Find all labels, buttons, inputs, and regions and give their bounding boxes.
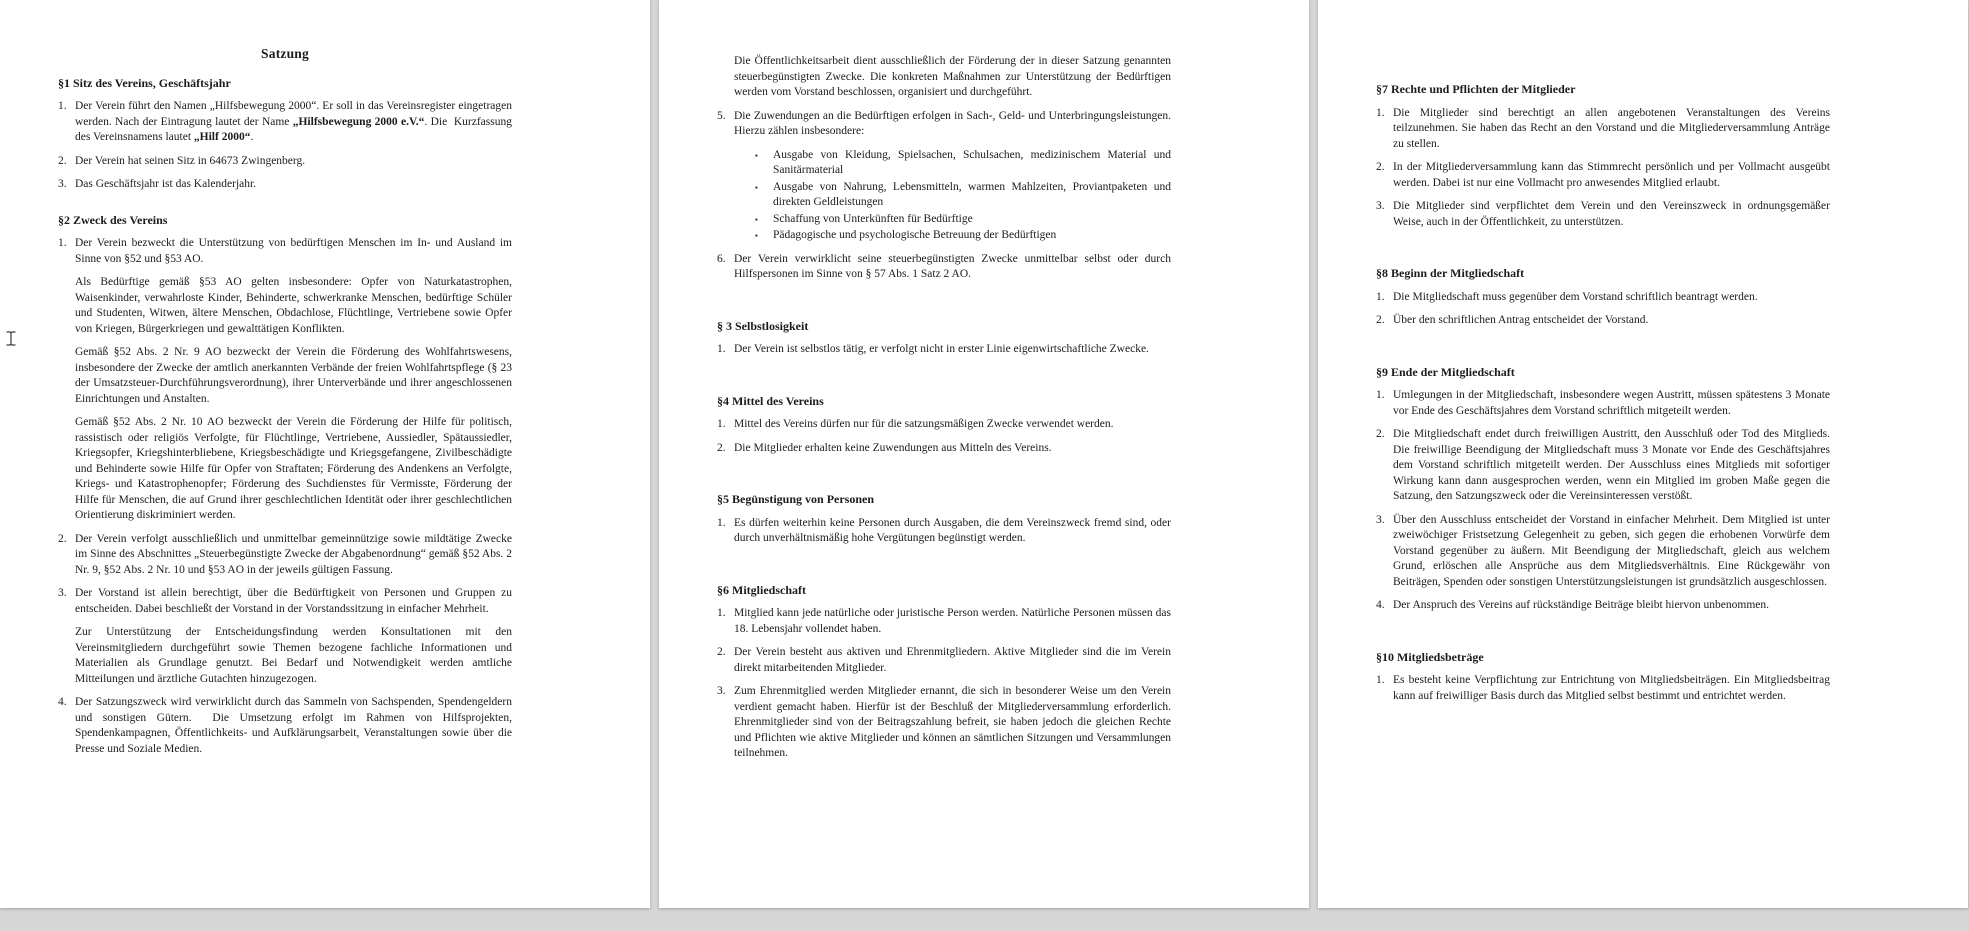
bullet-item: [755, 148, 1171, 179]
list-item: [58, 695, 512, 757]
list-item-text: Umlegungen in der Mitgliedschaft, insbesondere wegen Austritt, müssen spätestens 3 Monate vor Ende des Geschäftsjahres dem Vorstand schriftlich mitgeteilt werden.: [1393, 389, 1830, 417]
list-item-text: Der Verein verfolgt ausschließlich und unmittelbar gemeinnützige sowie mildtätige Zwecke im Sinne des Abschnittes „Steuerbegünstigte Zwecke der Abgabenordnung“ gemäß §52 Abs. 2 Nr. 9, §52 Abs. 2 Nr. 10 und §53 AO in der jeweils gültigen Fassung.: [75, 532, 512, 576]
page-1-content[interactable]: [0, 0, 650, 757]
list-item-number: 2.: [717, 646, 726, 658]
list-item-text: Der Verein besteht aus aktiven und Ehrenmitgliedern. Aktive Mitglieder sind die im Verein direkt mitarbeitenden Mitglieder.: [734, 646, 1171, 674]
bullet-text: Ausgabe von Kleidung, Spielsachen, Schulsachen, medizinischem Material und Sanitärmaterial: [773, 148, 1171, 176]
list-item-text: Der Verein führt den Namen „Hilfsbewegung 2000“. Er soll in das Vereinsregister eingetragen werden. Nach der Eintragung lautet der Name „Hilfsbewegung 2000 e.V.“. Die Kurzfassung des Vereinsnamens lautet „Hilf 2000“.: [75, 100, 512, 143]
sub-paragraph: Zur Unterstützung der Entscheidungsfindung werden Konsultationen mit den Vereinsmitgliedern durchgeführt sowie Themen bezogene fachliche Informationen und Materialien als Grundlage genutzt. Bei Bedarf und Notwendigkeit werden amtliche Mitteilungen und ärztliche Gutachten hinzugezogen.: [75, 626, 512, 685]
list-item-number: 1.: [717, 418, 726, 430]
list-item-number: 1.: [717, 343, 726, 355]
list-item-text: Es dürfen weiterhin keine Personen durch Ausgaben, die dem Vereinszweck fremd sind, oder durch unverhältnismäßig hohe Vergütungen begünstigt werden.: [734, 516, 1171, 544]
list-item-text: Der Vorstand ist allein berechtigt, über die Bedürftigkeit von Personen und Gruppen zu entscheiden. Dabei beschließt der Vorstand in der Vorstandssitzung in einfacher Mehrheit. Zur Unterstützung der Entscheidungsfindung werden Konsultationen mit den Vereinsmitgliedern durchgeführt sowie Themen bezogene fachliche Informationen und Materialien als Grundlage genutzt. Bei Bedarf und Notwendigkeit werden amtliche Mitteilungen und ärztliche Gutachten hinzugezogen.: [75, 586, 512, 687]
bullet-text: Ausgabe von Nahrung, Lebensmitteln, warmen Mahlzeiten, Proviantpaketen und direkten Geldleistungen: [773, 180, 1171, 208]
list-item: [717, 441, 1171, 457]
list-item: [58, 236, 512, 524]
list-item-number: 1.: [717, 516, 726, 529]
list-item: [58, 99, 512, 146]
list-item: [1376, 598, 1830, 614]
list-item-number: 1.: [1376, 674, 1385, 686]
list-item-number: 3.: [58, 587, 67, 599]
list-item-number: 1.: [1376, 290, 1385, 303]
document-title: Satzung: [261, 46, 309, 61]
list-item: [58, 154, 512, 170]
list-item: [1376, 199, 1830, 230]
bullet-item: [755, 212, 1171, 228]
bullet-text: Pädagogische und psychologische Betreuung der Bedürftigen: [773, 229, 1057, 241]
list-item: [717, 516, 1171, 547]
list-item-text: Der Verein hat seinen Sitz in 64673 Zwingenberg.: [75, 154, 306, 167]
section-heading: §2 Zweck des Vereins: [58, 212, 168, 227]
list-item-number: 2.: [1376, 314, 1385, 326]
list-item: [1376, 388, 1830, 419]
list-item-number: 1.: [58, 237, 67, 249]
list-item: [58, 532, 512, 579]
list-item: [58, 177, 512, 193]
page-3-content[interactable]: [1318, 0, 1968, 704]
list-item-text: Die Mitglieder sind berechtigt an allen angebotenen Veranstaltungen des Vereins teilzunehmen. Sie haben das Recht an den Vorstand und die Mitgliederversammlung Anträge zu stellen.: [1393, 106, 1830, 150]
list-item-number: 3.: [58, 178, 67, 190]
section-heading: §7 Rechte und Pflichten der Mitglieder: [1376, 82, 1576, 96]
bullet-item: [755, 180, 1171, 211]
list-item-number: 1.: [58, 100, 67, 112]
list-item-text: Es besteht keine Verpflichtung zur Entrichtung von Mitgliedsbeiträgen. Ein Mitgliedsbeitrag kann auf freiwilliger Basis durch das Mitglied selbst bestimmt und entrichtet werden.: [1393, 674, 1830, 702]
list-item-text: Der Verein ist selbstlos tätig, er verfolgt nicht in erster Linie eigenwirtschaftliche Zwecke.: [734, 343, 1149, 355]
list-item: [717, 342, 1171, 358]
square-bullet-icon: ▪: [755, 150, 758, 160]
list-item-text: Über den schriftlichen Antrag entscheidet der Vorstand.: [1393, 314, 1649, 326]
list-item-number: 3.: [1376, 200, 1385, 212]
section-heading: § 3 Selbstlosigkeit: [717, 318, 809, 333]
list-item-text: Die Mitgliedschaft muss gegenüber dem Vorstand schriftlich beantragt werden.: [1393, 290, 1758, 303]
sub-paragraph: Gemäß §52 Abs. 2 Nr. 9 AO bezweckt der Verein die Förderung des Wohlfahrtswesens, insbesondere der Zwecke der amtlich anerkannten Verbände der freien Wohlfahrtspflege (§ 23 der Umsatzsteuer-Durchführungsverordnung), ihrer Unterverbände und ihrer angeschlossenen Einrichtungen und Anstalten.: [75, 346, 512, 405]
list-item-number: 2.: [1376, 428, 1385, 440]
list-item-number: 6.: [717, 252, 726, 265]
list-item-text: Über den Ausschluss entscheidet der Vorstand in einfacher Mehrheit. Dem Mitglied ist unter zweiwöchiger Fristsetzung Gelegenheit zu geben, sich gegen die erhobenen Vorwürfe dem Vorstand gegenüber zu äußern. Mit Beendigung der Mitgliedschaft, gleich aus welchem Grund, erlöschen alle Ansprüche aus dem Mitgliedsverhältnis. Eine Rückgewähr von Beiträgen, Spenden oder sonstigen Unterstützungsleistungen ist grundsätzlich ausgeschlossen.: [1393, 513, 1830, 588]
list-item: [58, 586, 512, 687]
list-item-text: Mitglied kann jede natürliche oder juristische Person werden. Natürliche Personen müssen das 18. Lebensjahr vollendet haben.: [734, 607, 1171, 635]
section-heading: §5 Begünstigung von Personen: [717, 492, 875, 506]
list-item: [1376, 290, 1830, 306]
list-item: [717, 684, 1171, 762]
list-item: [717, 252, 1171, 283]
list-item-number: 1.: [1376, 389, 1385, 401]
list-item-text: Der Satzungszweck wird verwirklicht durch das Sammeln von Sachspenden, Spendengeldern und sonstigen Gütern. Die Umsetzung erfolgt im Rahmen von Hilfsprojekten, Spendenkampagnen, Öffentlichkeits- und Aufklärungsarbeit, Veranstaltungen sowie über die Presse und Soziale Medien.: [75, 696, 512, 755]
list-item-text: Der Verein bezweckt die Unterstützung von bedürftigen Menschen im In- und Ausland im Sinne von §52 und §53 AO. Als Bedürftige gemäß §53 AO gelten insbesondere: Opfer von Naturkatastrophen, Waisenkinder, verwahrloste Kinder, Behinderte, schwerkranke Menschen, bedürftige Schüler und Studenten, Witwen, ältere Menschen, Obdachlose, Flüchtlinge, Vertriebene sowie Opfer von Kriegen, Bürgerkriegen und gewalttätigen Konflikten. Gemäß §52 Abs. 2 Nr. 9 AO bezweckt der Verein die Förderung des Wohlfahrtswesens, insbesondere der Zwecke der amtlich anerkannten Verbände der freien Wohlfahrtspflege (§ 23 der Umsatzsteuer-Durchführungsverordnung), ihrer Unterverbände und ihrer angeschlossenen Einrichtungen und Anstalten. Gemäß §52 Abs. 2 Nr. 10 AO bezweckt der Verein die Förderung der Hilfe für politisch, rassistisch oder religiös Verfolgte, für Flüchtlinge, Vertriebene, Aussiedler, Spätaussiedler, Kriegsopfer, Kriegshinterbliebene, Kriegsbeschädigte und Kriegsgefangene, Zivilbeschädigte und Behinderte sowie Hilfe für Opfer von Straftaten; Förderung des Andenkens an Verfolgte, Kriegs- und Katastrophenopfer; Förderung des Suchdienstes für Vermisste, Förderung der Hilfe für Menschen, die auf Grund ihrer geschlechtlichen Identität oder ihrer geschlechtlichen Orientierung diskriminiert werden.: [75, 236, 512, 524]
continuation-paragraph: Die Öffentlichkeitsarbeit dient ausschließlich der Förderung der in dieser Satzung genannten steuerbegünstigten Zwecke. Die konkreten Maßnahmen zur Unterstützung der Bedürftigen werden vom Vorstand beschlossen, organisiert und durchgeführt.: [734, 55, 1171, 98]
list-item-text: Die Mitglieder sind verpflichtet dem Verein und den Vereinszweck in ordnungsgemäßer Weise, auch in der Öffentlichkeit, zu unterstützen.: [1393, 200, 1830, 228]
list-item: [717, 606, 1171, 637]
list-item-number: 2.: [58, 154, 67, 167]
section-heading: §8 Beginn der Mitgliedschaft: [1376, 266, 1525, 280]
square-bullet-icon: ▪: [755, 231, 758, 240]
section-heading: §1 Sitz des Vereins, Geschäftsjahr: [58, 75, 231, 90]
sub-paragraph: Als Bedürftige gemäß §53 AO gelten insbesondere: Opfer von Naturkatastrophen, Waisenkinder, verwahrloste Kinder, Behinderte, schwerkranke Menschen, bedürftige Schüler und Studenten, Witwen, ältere Menschen, Obdachlose, Flüchtlinge, Vertriebene sowie Opfer von Kriegen, Bürgerkriegen und gewalttätigen Konflikten.: [75, 276, 512, 335]
section-heading: §9 Ende der Mitgliedschaft: [1376, 364, 1515, 379]
square-bullet-icon: ▪: [755, 214, 758, 224]
bullet-item: [755, 228, 1171, 244]
list-item-number: 3.: [717, 685, 726, 697]
section-heading: §4 Mittel des Vereins: [717, 393, 824, 408]
list-item-text: Die Mitgliedschaft endet durch freiwilligen Austritt, den Ausschluß oder Tod des Mitglieds. Die freiwillige Beendigung der Mitgliedschaft muss 3 Monate vor Ende des Geschäftsjahres dem Vorstand schriftlich mitgeteilt werden. Der Ausschluss eines Mitglieds mit sofortiger Wirkung kann dann ausgesprochen werden, wenn ein Mitglied im groben Maße gegen die Satzung, den Satzungszweck oder die Vereinsinteressen verstößt.: [1393, 428, 1830, 502]
page-1[interactable]: [0, 0, 650, 908]
list-item: [1376, 427, 1830, 505]
list-item-number: 2.: [717, 441, 726, 454]
list-item: [1376, 313, 1830, 329]
bullet-text: Schaffung von Unterkünften für Bedürftige: [773, 212, 973, 225]
list-item-number: 1.: [717, 607, 726, 619]
list-item-text: In der Mitgliederversammlung kann das Stimmrecht persönlich und per Vollmacht ausgeübt werden. Dabei ist nur eine Vollmacht pro anwesendes Mitglied erlaubt.: [1393, 161, 1830, 189]
list-item-text: Das Geschäftsjahr ist das Kalenderjahr.: [75, 178, 257, 190]
list-item: [717, 645, 1171, 676]
page-3[interactable]: [1318, 0, 1968, 908]
list-item: [1376, 160, 1830, 191]
list-item-number: 1.: [1376, 106, 1385, 119]
list-item: [1376, 673, 1830, 704]
list-item-number: 4.: [1376, 599, 1385, 611]
square-bullet-icon: ▪: [755, 182, 758, 192]
sub-paragraph: Gemäß §52 Abs. 2 Nr. 10 AO bezweckt der Verein die Förderung der Hilfe für politisch, rassistisch oder religiös Verfolgte, für Flüchtlinge, Vertriebene, Aussiedler, Spätaussiedler, Kriegsopfer, Kriegshinterbliebene, Kriegsbeschädigte und Kriegsgefangene, Zivilbeschädigte und Behinderte sowie Hilfe für Opfer von Straftaten; Förderung des Andenkens an Verfolgte, Kriegs- und Katastrophenopfer; Förderung des Suchdienstes für Vermisste, Förderung der Hilfe für Menschen, die auf Grund ihrer geschlechtlichen Identität oder ihrer geschlechtlichen Orientierung diskriminiert werden.: [75, 416, 512, 521]
list-item: [717, 417, 1171, 433]
list-item: [717, 109, 1171, 244]
list-item-number: 5.: [717, 109, 726, 122]
list-item-number: 4.: [58, 696, 67, 708]
list-item: [1376, 513, 1830, 591]
section-heading: §6 Mitgliedschaft: [717, 582, 806, 597]
list-item-text: Zum Ehrenmitglied werden Mitglieder ernannt, die sich in besonderer Weise um den Verein verdient gemacht haben. Hierfür ist der Beschluß der Mitgliederversammlung erforderlich. Ehrenmitglieder sind von der Beitragszahlung befreit, sie haben jedoch die gleichen Rechte und Pflichten wie aktive Mitglieder und können an sämtlichen Sitzungen und Versammlungen teilnehmen.: [734, 685, 1171, 759]
page-2-content[interactable]: [659, 0, 1309, 762]
list-item: [1376, 106, 1830, 153]
list-item-number: 3.: [1376, 513, 1385, 526]
page-2[interactable]: [659, 0, 1309, 908]
list-item-text: Der Verein verwirklicht seine steuerbegünstigten Zwecke unmittelbar selbst oder durch Hilfspersonen im Sinne von § 57 Abs. 1 Satz 2 AO.: [734, 252, 1171, 280]
text-cursor-icon: [5, 331, 17, 346]
section-heading: §10 Mitgliedsbeträge: [1376, 649, 1484, 664]
list-item-text: Der Anspruch des Vereins auf rückständige Beiträge bleibt hiervon unbenommen.: [1393, 599, 1769, 611]
list-item-text: Die Mitglieder erhalten keine Zuwendungen aus Mitteln des Vereins.: [734, 441, 1052, 454]
list-item-text: Mittel des Vereins dürfen nur für die satzungsmäßigen Zwecke verwendet werden.: [734, 418, 1114, 430]
list-item-text: Die Zuwendungen an die Bedürftigen erfolgen in Sach-, Geld- und Unterbringungsleistungen. Hierzu zählen insbesondere: ▪ Ausgabe von Kleidung, Spielsachen, Schulsachen, medizinischem Material und Sanitärmaterial ▪ Ausgabe von Nahrung, Lebensmitteln, warmen Mahlzeiten, Proviantpaketen und direkten Geldleistungen ▪ Schaffung von Unterkünften für Bedürftige ▪ Pädagogische und psychologische Betreuung der Bedürftigen: [734, 109, 1171, 244]
list-item-number: 2.: [58, 532, 67, 545]
list-item-number: 2.: [1376, 161, 1385, 173]
